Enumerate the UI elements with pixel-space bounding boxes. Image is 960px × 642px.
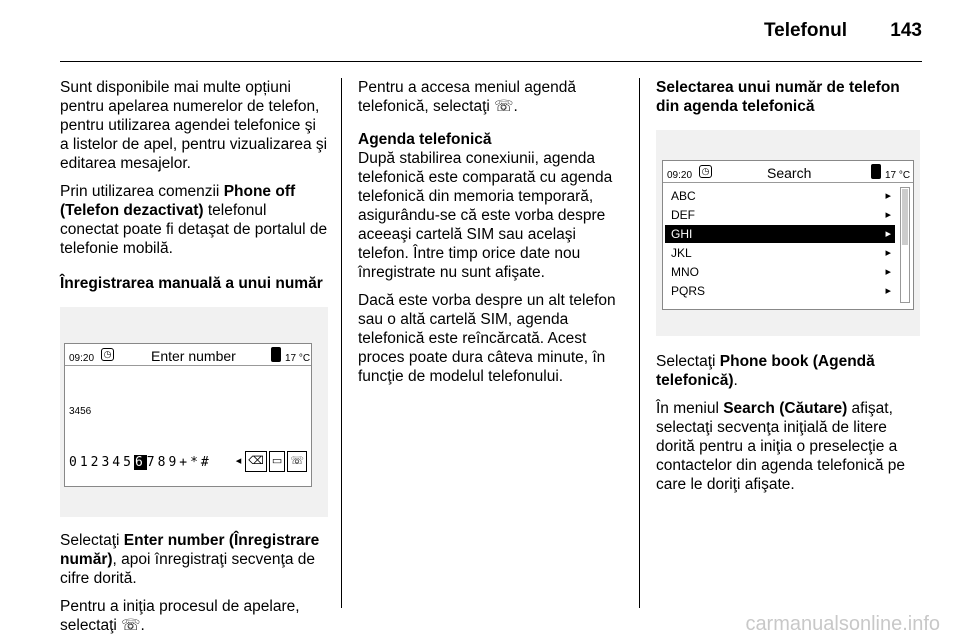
digit-keypad[interactable] [69, 453, 212, 472]
clock-time: 09:20 [667, 170, 693, 181]
speaker-icon[interactable]: ◂ [235, 455, 242, 467]
temperature: 17 °C [285, 353, 311, 364]
search-label: Search (Căutare) [723, 400, 848, 417]
status-bar [663, 161, 913, 183]
chevron-right-icon: ▸ [885, 228, 891, 240]
enter-number-paragraph [60, 531, 328, 588]
call-icon[interactable]: ☏ [287, 451, 307, 472]
page-number: 143 [890, 20, 922, 41]
chevron-right-icon: ▸ [885, 285, 891, 297]
screen-title: Enter number [151, 348, 236, 364]
phone-book-label: Phone book (Agendă telefonică) [656, 353, 875, 389]
text: . [733, 372, 738, 389]
list-item-label: MNO [671, 265, 699, 279]
phone-off-label: Phone off (Telefon dezactivat) [60, 183, 296, 219]
text: Selectaţi [656, 353, 720, 370]
phone-icon [271, 347, 281, 362]
list-item[interactable] [665, 263, 895, 281]
page-header [60, 0, 922, 62]
scrollbar-thumb[interactable] [902, 189, 908, 245]
chevron-right-icon: ▸ [885, 190, 891, 202]
text: Prin utilizarea comenzii [60, 183, 224, 200]
display-screen [662, 160, 914, 310]
text: , apoi înregistraţi secvenţa de cifre dorită. [60, 551, 316, 587]
text: În meniul [656, 400, 724, 417]
display-screen [64, 343, 312, 487]
chevron-right-icon: ▸ [885, 266, 891, 278]
clock-icon: ◷ [101, 348, 114, 361]
digits[interactable]: 012345 [69, 455, 134, 470]
phone-book-paragraph [656, 352, 924, 390]
page-title: Telefonul [763, 20, 847, 41]
list-item-selected[interactable] [665, 225, 895, 243]
watermark: carmanualsonline.info [745, 613, 940, 635]
phone-icon [871, 164, 881, 179]
enter-number-label: Enter number (Înregistrare număr) [60, 532, 320, 568]
digit-selected[interactable]: 6 [134, 455, 146, 470]
list-item-label: GHI [671, 227, 693, 241]
keypad-actions[interactable] [232, 451, 307, 472]
phonebook-sync-paragraph: După stabilirea conexiunii, agenda telefonică este comparată cu agenda telefonică din memoria temporară, asigurându-se că este vorba despre aceeaşi cartelă SIM sau acelaşi telefon. Între timp orice date nou înregistrate nu sunt afişate. [358, 150, 613, 281]
list-item[interactable] [665, 187, 895, 205]
list-item-label: ABC [671, 189, 696, 203]
list-item[interactable] [665, 282, 895, 300]
screen-title: Search [767, 165, 812, 181]
list-item-label: DEF [671, 208, 695, 222]
entered-number: 3456 [69, 406, 92, 417]
phonebook-reload-paragraph: Dacă este vorba despre un alt telefon sau o altă cartelă SIM, agenda telefonică este reîncărcată. Acest proces poate dura câteva minute, în funcţie de modelul telefonului. [358, 292, 616, 385]
temperature: 17 °C [885, 170, 911, 181]
backspace-icon[interactable]: ⌫ [245, 451, 267, 472]
dial-paragraph: Pentru a iniţia procesul de apelare, selectaţi ☏. [60, 598, 300, 634]
section-heading-phonebook: Agenda telefonică [358, 131, 492, 148]
list-item-label: JKL [671, 246, 692, 260]
column-2 [358, 78, 628, 395]
chevron-right-icon: ▸ [885, 247, 891, 259]
list-item[interactable] [665, 244, 895, 262]
intro-paragraph: Sunt disponibile mai multe opțiuni pentru apelarea numerelor de telefon, pentru utilizarea agendei telefonice şi a listelor de apel, pentru vizualizarea şi editarea mesajelor. [60, 79, 328, 172]
column-1 [60, 78, 328, 642]
clock-icon: ◷ [699, 165, 712, 178]
text: telefonul conectat poate fi detaşat de portalul de telefonie mobilă. [60, 202, 328, 257]
phone-off-paragraph [60, 182, 328, 258]
enter-number-screenshot [60, 307, 328, 517]
column-divider [341, 78, 342, 608]
column-divider [639, 78, 640, 608]
scrollbar[interactable] [900, 187, 910, 303]
column-3 [656, 78, 924, 503]
search-paragraph [656, 399, 924, 494]
contacts-icon[interactable]: ▭ [269, 451, 285, 472]
list-item[interactable] [665, 206, 895, 224]
list-item-label: PQRS [671, 284, 706, 298]
section-heading-select-number: Selectarea unui număr de telefon din agenda telefonică [656, 79, 900, 115]
chevron-right-icon: ▸ [885, 209, 891, 221]
text: afişat, selectaţi secvenţa iniţială de litere dorită pentru a iniţia o preselecţie a contactelor din agenda telefonică pe care le doriţi afişate. [656, 400, 906, 493]
section-heading-manual: Înregistrarea manuală a unui număr [60, 275, 323, 292]
clock-time: 09:20 [69, 353, 95, 364]
digits[interactable]: 789+*# [146, 455, 212, 470]
status-bar [65, 344, 311, 366]
phonebook-access-paragraph: Pentru a accesa meniul agendă telefonică, selectaţi ☏. [358, 79, 577, 115]
text: Selectaţi [60, 532, 124, 549]
search-screenshot [656, 130, 920, 336]
